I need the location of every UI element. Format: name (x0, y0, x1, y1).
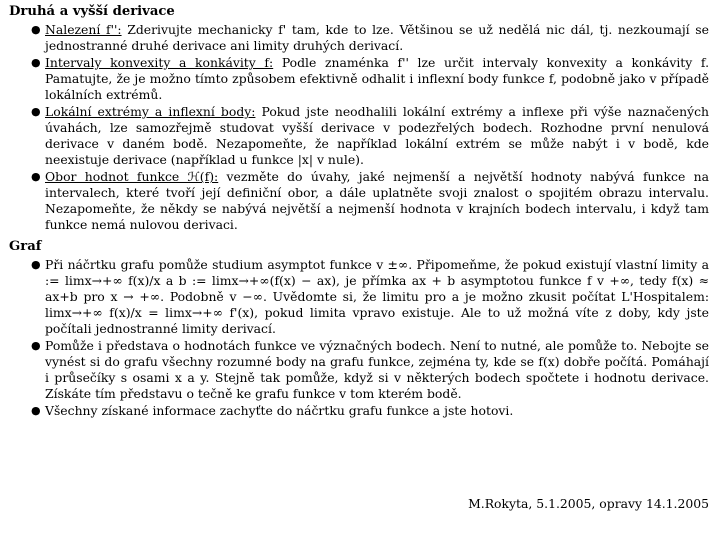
bullet-icon: ● (31, 339, 41, 353)
item-term: Lokální extrémy a inflexní body: (45, 104, 256, 120)
list-item (9, 403, 709, 419)
item-text: vezměte do úvahy, jaké nejmenší a největší hodnoty nabývá funkce na intervalech, které tvoří její definiční obor, a dále uplatněte svoji znalost o spojitém obrazu intervalu. Nezapomeňte, že někdy se nabývá největší a nejmenší hodnota v krajních bodech intervalu, i když tam funkce nemá nulovou derivaci. (45, 169, 709, 232)
signature: M.Rokyta, 5.1.2005, opravy 14.1.2005 (468, 496, 709, 511)
item-text: Při náčrtku grafu pomůže studium asymptot funkce v ±∞. Připomeňme, že pokud existují vlastní limity a := limx→+∞ f(x)/x a b := limx→+∞(f(x) − ax), je přímka ax + b asymptotou funkce f v +∞, tedy f(x) ≈ ax+b pro x → +∞. Podobně v −∞. Uvědomte si, že limitu pro a je možno zkusit počítat L'Hospitalem: limx→+∞ f(x)/x = limx→+∞ f'(x), pokud limita vpravo existuje. Ale to už možná víte z doby, kdy jste počítali jednostranné limity derivací. (45, 257, 709, 336)
list-item (9, 257, 709, 336)
bullet-icon: ● (31, 23, 41, 36)
list-item (9, 55, 709, 103)
bullet-icon: ● (31, 56, 41, 70)
second-derivative-list (9, 22, 709, 232)
list-item (9, 338, 709, 401)
graph-list (9, 257, 709, 418)
section-title-second-derivative: Druhá a vyšší derivace (9, 4, 175, 19)
bullet-icon: ● (31, 258, 41, 272)
bullet-icon: ● (31, 170, 41, 184)
bullet-icon: ● (31, 105, 41, 119)
section-title-graph: Graf (9, 239, 42, 255)
item-term: Obor hodnot funkce ℋ(f): (45, 169, 219, 185)
item-term: Intervaly konvexity a konkávity f: (45, 55, 274, 71)
item-text: Všechny získané informace zachyťte do náčrtku grafu funkce a jste hotovi. (45, 403, 514, 419)
list-item (9, 169, 709, 232)
bullet-icon: ● (31, 404, 41, 418)
item-text: Pomůže i představa o hodnotách funkce ve význačných bodech. Není to nutné, ale pomůže to. Nebojte se vynést si do grafu všechny rozumné body na grafu funkce, zejména ty, kde se f(x) dobře počítá. Pomáhají i průsečíky s osami x a y. Stejně tak pomůže, když si v některých bodech spočtete i hodnotu derivace. Získáte tím představu o tečně ke grafu funkce v tom kterém bodě. (45, 338, 709, 401)
list-item (9, 104, 709, 167)
list-item (9, 22, 709, 54)
item-term: Nalezení f'': (45, 22, 122, 37)
item-text: Podle znaménka f'' lze určit intervaly konvexity a konkávity f. Pamatujte, že je možno tímto způsobem efektivně odhalit i inflexní body funkce f, podobně jako v případě lokálních extrémů. (45, 55, 710, 102)
item-text: Pokud jste neodhalili lokální extrémy a inflexe při výše naznačených úvahách, lze samozřejmě studovat vyšší derivace v podezřelých bodech. Rozhodne první nenulová derivace v daném bodě. Nezapomeňte, že například lokální extrém se může nabýt i v bodě, kde neexistuje derivace (například u funkce |x| v nule). (45, 104, 709, 167)
item-text: Zderivujte mechanicky f' tam, kde to lze. Většinou se už nedělá nic dál, tj. nezkoumají se jednostranné druhé derivace ani limity druhých derivací. (45, 22, 709, 53)
